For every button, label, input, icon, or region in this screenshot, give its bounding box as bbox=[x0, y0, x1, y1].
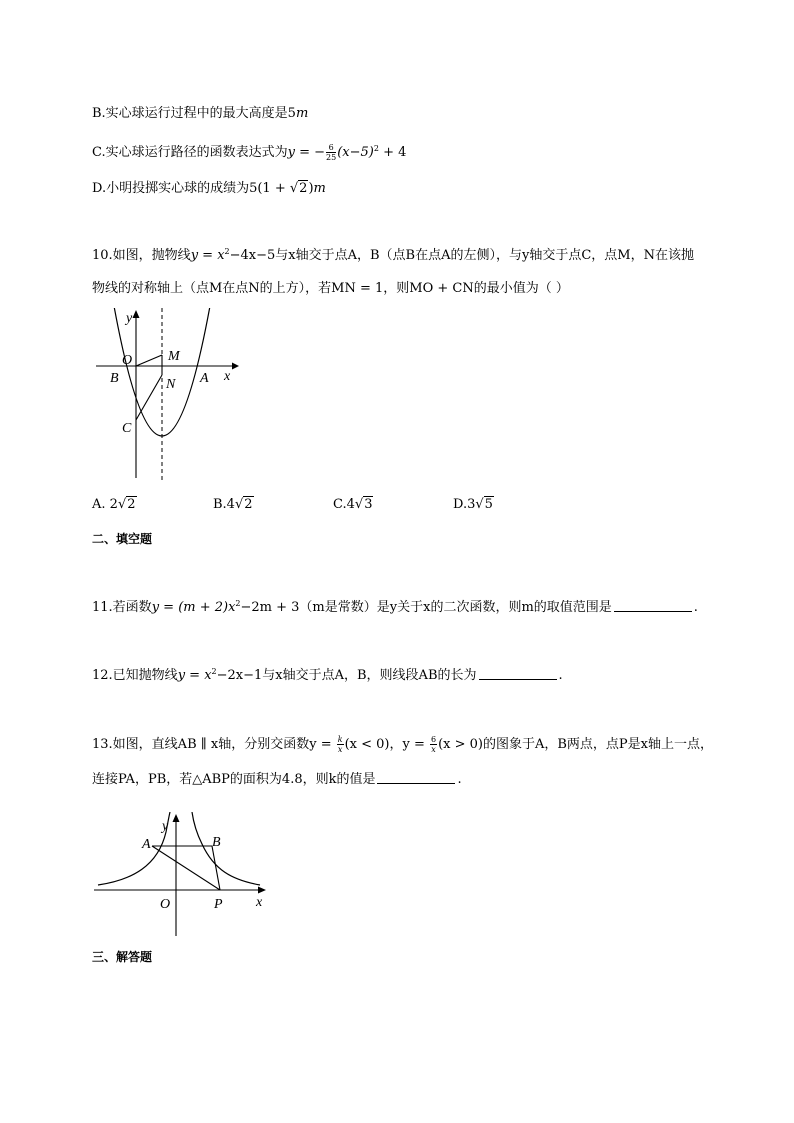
q13-line2: 连接PA，PB，若△ABP的面积为4.8，则k的值是 . bbox=[92, 772, 462, 787]
label-y: y bbox=[162, 819, 169, 834]
segment-cn bbox=[136, 375, 162, 420]
label-x: x bbox=[224, 369, 231, 384]
label-b: B bbox=[110, 371, 119, 386]
q10-choice-d: D.3√5 bbox=[453, 497, 493, 512]
q12: 12.已知抛物线$y = x^2-2x-1$与x轴交于点A，B，则线段AB的长为 . bbox=[92, 667, 563, 683]
label-a: A bbox=[142, 837, 151, 852]
option-c: C.实心球运行路径的函数表达式为y = − $\frac{6}{25}$ $(x-5)^2 + 4$ bbox=[92, 143, 407, 162]
label-m: M bbox=[168, 349, 180, 364]
q10-choice-b: B.4√2 bbox=[213, 497, 253, 512]
section-fill-in: 二、填空题 bbox=[92, 532, 153, 546]
label-b: B bbox=[212, 835, 221, 850]
answer-blank[interactable] bbox=[479, 667, 557, 680]
label-y: y bbox=[126, 311, 133, 326]
q10-line2: 物线的对称轴上（点M在点N的上方），若MN = 1，则MO + CN的最小值为（ ） bbox=[92, 281, 569, 296]
hyperbola-right bbox=[192, 812, 260, 885]
section-answer: 三、解答题 bbox=[92, 950, 153, 964]
option-d: D.小明投掷实心球的成绩为5(1 + √2)m bbox=[92, 181, 326, 196]
answer-blank[interactable] bbox=[377, 771, 455, 784]
label-p: P bbox=[214, 897, 223, 912]
label-c: C bbox=[122, 421, 132, 436]
fraction: $\frac{6}{x}$ bbox=[430, 735, 437, 754]
answer-blank[interactable] bbox=[614, 599, 692, 612]
x-axis-arrow bbox=[258, 887, 266, 894]
x-axis-arrow bbox=[232, 363, 239, 370]
q11: 11.若函数$y = (m + 2)x^2-2m + 3(m$是常数）是y关于x的二次函数，则m的取值范围是 . bbox=[92, 599, 698, 615]
q10-figure bbox=[92, 308, 242, 488]
fraction: $\frac{k}{x}$ bbox=[337, 735, 343, 754]
y-axis-arrow bbox=[133, 310, 140, 318]
segment-pa bbox=[152, 846, 220, 890]
label-x: x bbox=[256, 895, 263, 910]
label-a: A bbox=[200, 371, 209, 386]
q10-choice-a: A. 2√2 bbox=[92, 497, 136, 512]
label-o: O bbox=[160, 897, 171, 912]
segment-om bbox=[136, 355, 162, 366]
fraction: $\frac{6}{25}$ bbox=[326, 143, 337, 162]
label-o: O bbox=[122, 353, 133, 368]
q10-line1: 10.如图，抛物线$y = x^2-4x-5$与x轴交于点A，B（点B在点A的左侧），与y轴交于点C，点M，N在该抛 bbox=[92, 247, 694, 263]
y-axis-arrow bbox=[173, 814, 180, 822]
option-b: B.实心球运行过程中的最大高度是5m bbox=[92, 106, 309, 121]
q13-figure bbox=[92, 812, 272, 940]
q13-line1: 13.如图，直线AB ∥ x轴，分别交函数y = $\frac{k}{x}$ (x < 0)，y = $\frac{6}{x}$ (x > 0)的图象于A，B两点，点P是x轴上一点， bbox=[92, 735, 714, 754]
hyperbola-left bbox=[98, 812, 170, 885]
sqrt: √2 bbox=[289, 181, 308, 196]
q10-choice-c: C.4√3 bbox=[333, 497, 373, 512]
label-n: N bbox=[166, 377, 176, 392]
